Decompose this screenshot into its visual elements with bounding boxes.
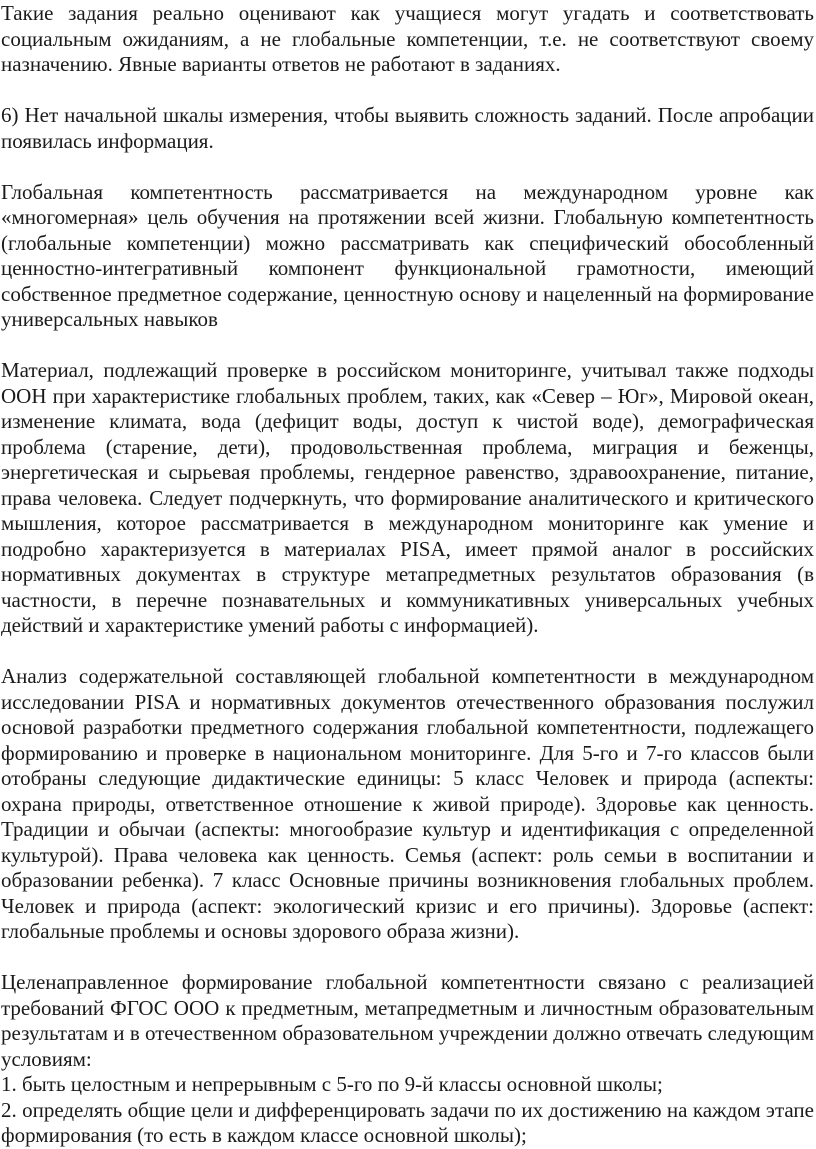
paragraph-global-competence: Глобальная компетентность рассматривается на международном уровне как «многомерная» цель обучения на протяжении всей жизни. Глобальную компетентность (глобальные компетенции) можно рассматривать как специфический обособленный ценностно-интегративный компонент функциональной грамотности, имеющий собственное предметное содержание, ценностную основу и нацеленный на формирование универсальных навыков (1, 179, 814, 331)
paragraph-gap (1, 333, 814, 359)
paragraph-gap (1, 945, 814, 971)
paragraph-scale-point: 6) Нет начальной шкалы измерения, чтобы выявить сложность заданий. После апробации появилась информация. (1, 103, 814, 153)
paragraph-monitoring-material: Материал, подлежащий проверке в российском мониторинге, учитывал также подходы ООН при характеристике глобальных проблем, таких, как «Север – Юг», Мировой океан, изменение климата, вода (дефицит воды, доступ к чистой воде), демографическая проблема (старение, дети), продовольственная проблема, миграция и беженцы, энергетическая и сырьевая проблемы, гендерное равенство, здравоохранение, питание, права человека. Следует подчеркнуть, что формирование аналитического и критического мышления, которое рассматривается в международном мониторинге как умение и подробно характеризуется в материалах PISA, имеет прямой аналог в российских нормативных документах в структуре метапредметных результатов образования (в частности, в перечне познавательных и коммуникативных универсальных учебных действий и характеристике умений работы с информацией). (1, 358, 814, 637)
list-item-condition-2: 2. определять общие цели и дифференцировать задачи по их достижению на каждом этапе формирования (то есть в каждом классе основной школы); (1, 1097, 814, 1147)
paragraph-gap (1, 154, 814, 180)
list-item-condition-1: 1. быть целостным и непрерывным с 5-го по 9-й классы основной школы; (1, 1072, 663, 1096)
paragraph-conditions-intro: Целенаправленное формирование глобальной компетентности связано с реализацией требований ФГОС ООО к предметным, метапредметным и личностным образовательным результатам и в отечественном образовательном учреждении должно отвечать следующим условиям: (1, 970, 814, 1071)
paragraph-gap (1, 78, 814, 104)
paragraph-pisa-analysis: Анализ содержательной составляющей глобальной компетентности в международном исследовании PISA и нормативных документов отечественного образования послужил основой разработки предметного содержания глобальной компетентности, подлежащего формированию и проверке в национальном мониторинге. Для 5-го и 7-го классов были отобраны следующие дидактические единицы: 5 класс Человек и природа (аспекты: охрана природы, ответственное отношение к живой природе). Здоровье как ценность. Традиции и обычаи (аспекты: многообразие культур и идентификация с определенной культурой). Права человека как ценность. Семья (аспект: роль семьи в воспитании и образовании ребенка). 7 класс Основные причины возникновения глобальных проблем. Человек и природа (аспект: экологический кризис и его причины). Здоровье (аспект: глобальные проблемы и основы здорового образа жизни). (1, 664, 814, 943)
paragraph-gap (1, 639, 814, 665)
paragraph-tasks-evaluation: Такие задания реально оценивают как учащиеся могут угадать и соответствовать социальным ожиданиям, а не глобальные компетенции, т.е. не соответствуют своему назначению. Явные варианты ответов не работают в заданиях. (1, 1, 814, 76)
